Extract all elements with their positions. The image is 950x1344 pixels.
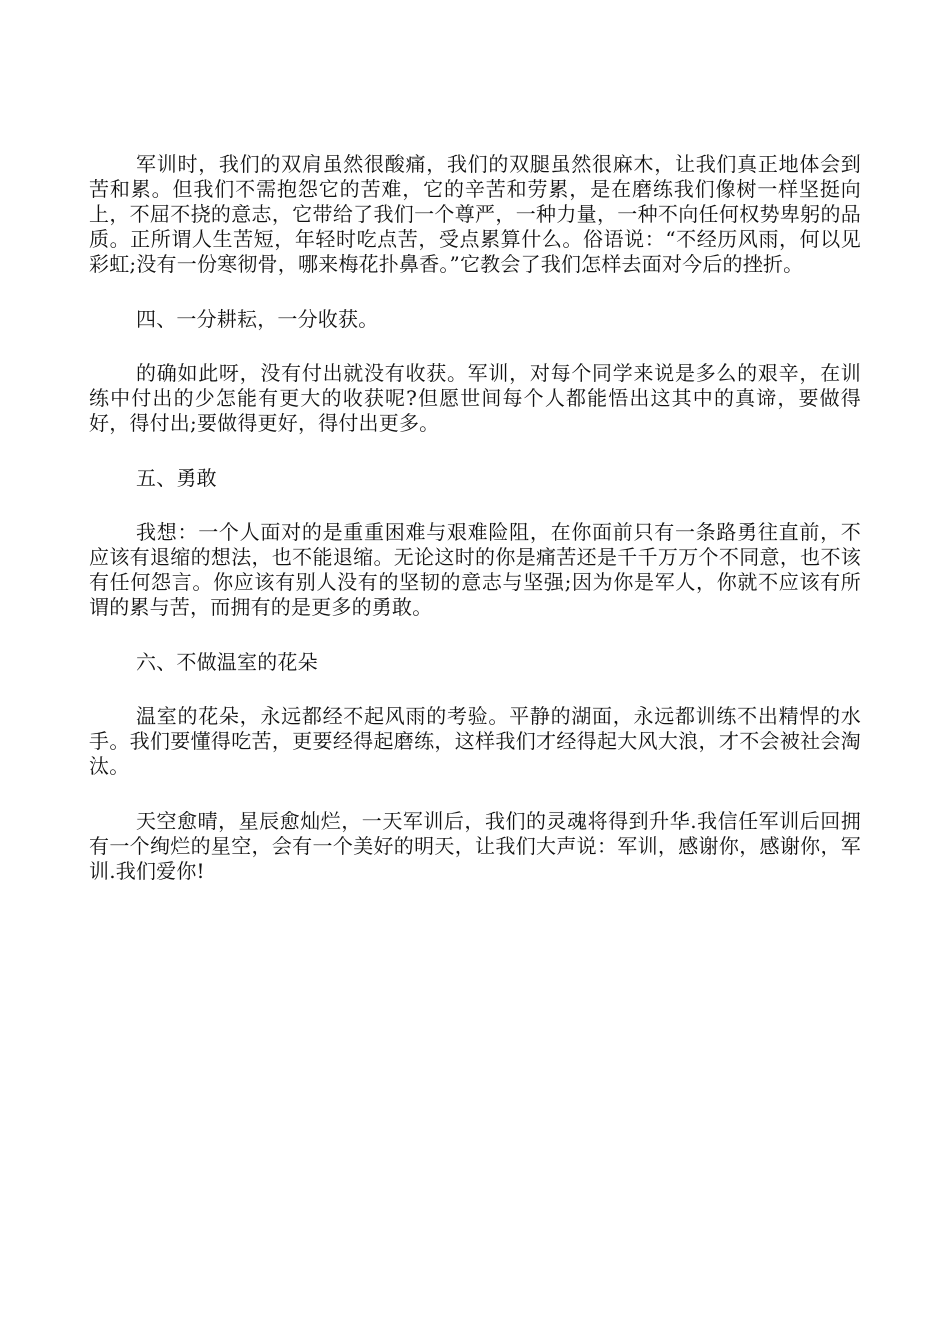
paragraph-greenhouse-flowers: 温室的花朵，永远都经不起风雨的考验。平静的湖面，永远都训练不出精悍的水手。我们要懂得吃苦，更要经得起磨练，这样我们才经得起大风大浪，才不会被社会淘汰。 [89, 704, 861, 778]
section-heading-six: 六、不做温室的花朵 [136, 650, 318, 674]
paragraph-effort-reward: 的确如此呀，没有付出就没有收获。军训，对每个同学来说是多么的艰辛，在训练中付出的少怎能有更大的收获呢?但愿世间每个人都能悟出这其中的真谛，要做得好，得付出;要做得更好，得付出更多。 [89, 361, 861, 435]
document-body [89, 152, 861, 914]
section-heading-five: 五、勇敢 [136, 466, 217, 490]
paragraph-courage: 我想：一个人面对的是重重困难与艰难险阻，在你面前只有一条路勇往直前，不应该有退缩的想法，也不能退缩。无论这时的你是痛苦还是千千万万个不同意，也不该有任何怨言。你应该有别人没有的坚韧的意志与坚强;因为你是军人，你就不应该有所谓的累与苦，而拥有的是更多的勇敢。 [89, 520, 861, 619]
paragraph-military-training-hardship: 军训时，我们的双肩虽然很酸痛，我们的双腿虽然很麻木，让我们真正地体会到苦和累。但我们不需抱怨它的苦难，它的辛苦和劳累，是在磨练我们像树一样坚挺向上，不屈不挠的意志，它带给了我们一个尊严，一种力量，一种不向任何权势卑躬的品质。正所谓人生苦短，年轻时吃点苦，受点累算什么。俗语说：“不经历风雨，何以见彩虹;没有一份寒彻骨，哪来梅花扑鼻香。”它教会了我们怎样去面对今后的挫折。 [89, 152, 861, 276]
section-heading-four: 四、一分耕耘，一分收获。 [136, 307, 379, 331]
paragraph-conclusion: 天空愈晴，星辰愈灿烂，一天军训后，我们的灵魂将得到升华.我信任军训后回拥有一个绚烂的星空，会有一个美好的明天，让我们大声说：军训，感谢你，感谢你，军训.我们爱你! [89, 809, 861, 883]
